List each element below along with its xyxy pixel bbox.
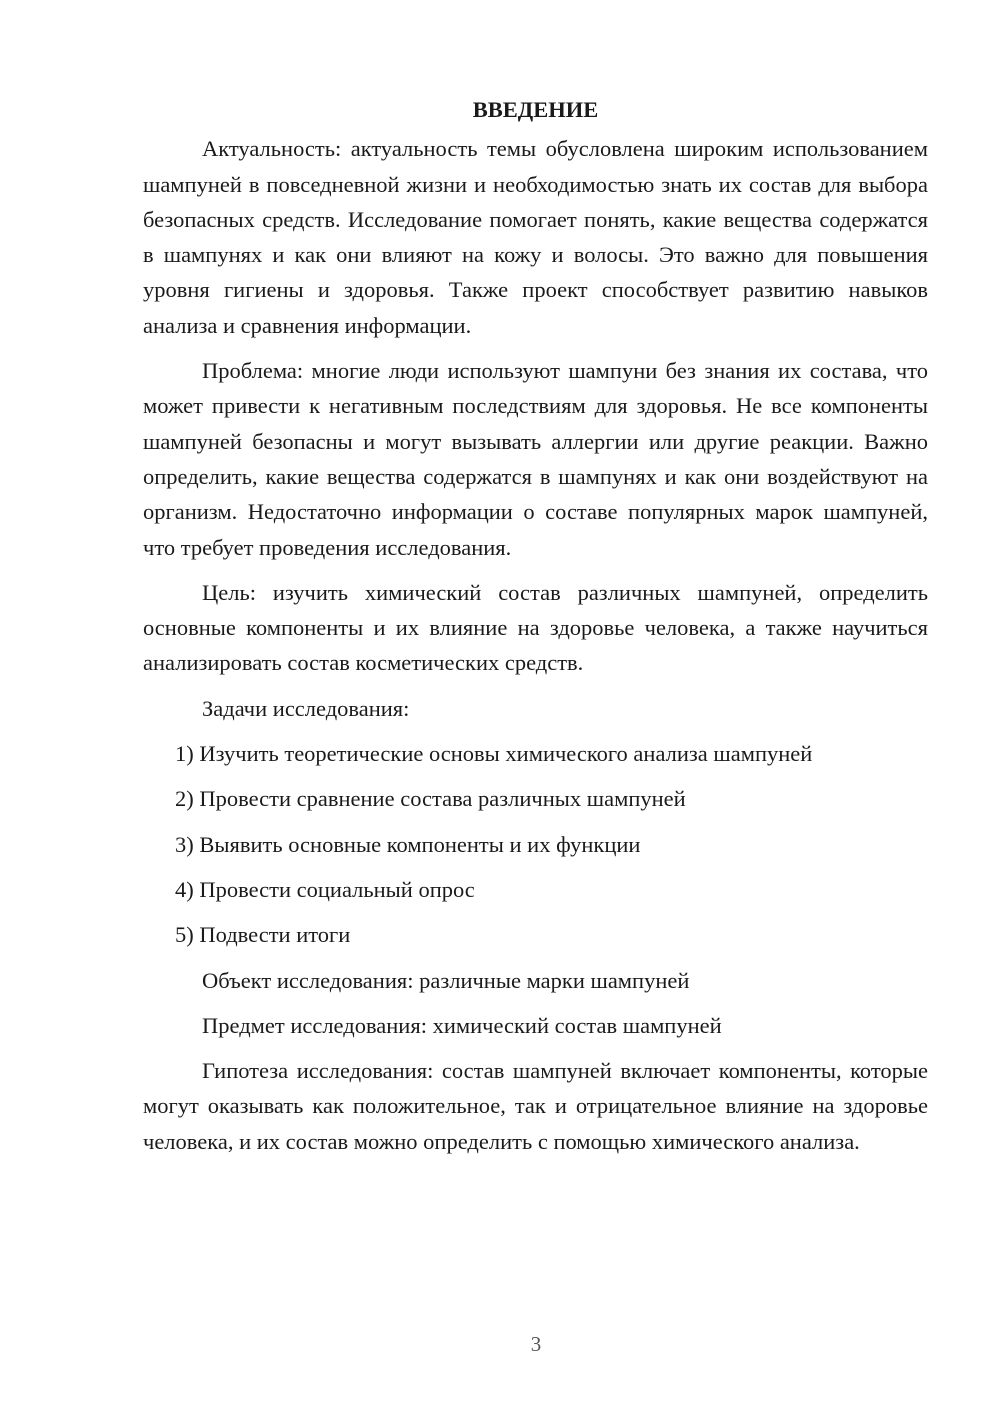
goal-paragraph: Цель: изучить химический состав различных шампуней, определить основные компоненты и их влияние на здоровье человека, а также научиться анализировать состав косметических средств. — [143, 579, 928, 676]
task-item-5: 5) Подвести итоги — [175, 922, 351, 948]
problem-paragraph: Проблема: многие люди используют шампуни без знания их состава, что может привести к негативным последствиям для здоровья. Не все компоненты шампуней безопасны и могут вызывать аллергии или другие реакции. Важно определить, какие вещества содержатся в шампунях и как они воздействуют на организм. Недостаточно информации о составе популярных марок шампуней, что требует проведения исследования. — [143, 358, 928, 560]
hypothesis-paragraph: Гипотеза исследования: состав шампуней включает компоненты, которые могут оказывать как положительное, так и отрицательное влияние на здоровье человека, и их состав можно определить с помощью химического анализа. — [143, 1058, 928, 1154]
research-object: Объект исследования: различные марки шампуней — [202, 967, 690, 993]
research-subject: Предмет исследования: химический состав шампуней — [202, 1012, 722, 1038]
task-item-4: 4) Провести социальный опрос — [175, 876, 475, 902]
tasks-heading: Задачи исследования: — [202, 695, 410, 721]
section-title: ВВЕДЕНИЕ — [472, 97, 599, 122]
relevance-paragraph: Актуальность: актуальность темы обусловлена широким использованием шампуней в повседневной жизни и необходимостью знать их состав для выбора безопасных средств. Исследование помогает понять, какие вещества содержатся в шампунях и как они влияют на кожу и волосы. Это важно для повышения уровня гигиены и здоровья. Также проект способствует развитию навыков анализа и сравнения информации. — [143, 136, 928, 338]
task-item-3: 3) Выявить основные компоненты и их функции — [175, 831, 641, 857]
task-item-1: 1) Изучить теоретические основы химического анализа шампуней — [175, 741, 813, 767]
task-item-2: 2) Провести сравнение состава различных шампуней — [175, 786, 686, 812]
page-number: 3 — [530, 1332, 542, 1356]
document-page — [143, 92, 928, 1169]
tasks-list — [143, 736, 928, 952]
